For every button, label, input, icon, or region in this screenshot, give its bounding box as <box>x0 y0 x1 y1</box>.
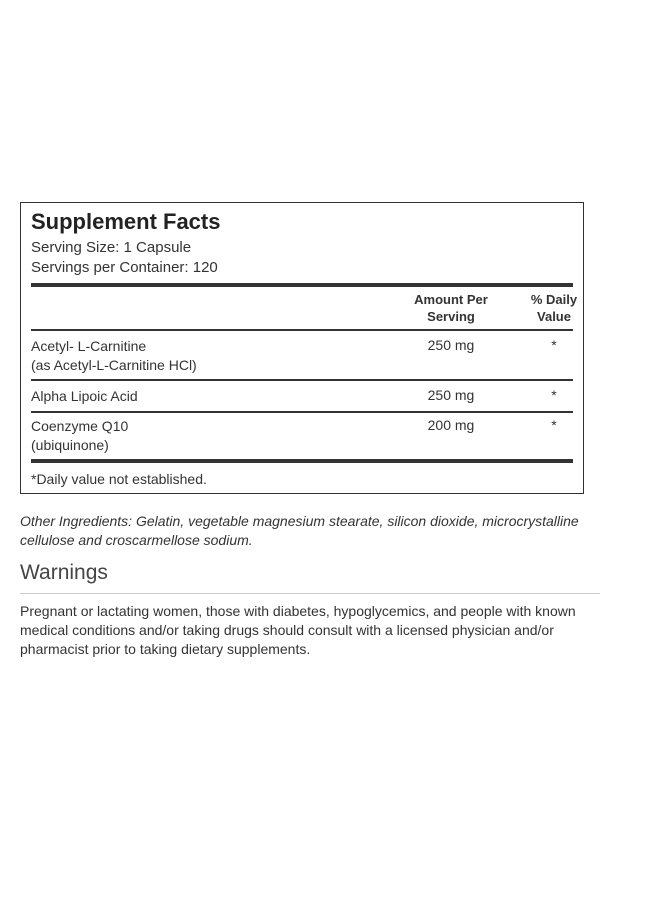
ingredient-daily-value: * <box>551 417 557 433</box>
warnings-heading: Warnings <box>20 561 108 584</box>
ingredient-amount: 250 mg <box>427 337 475 353</box>
row-divider <box>31 379 573 381</box>
servings-per-container: Servings per Container: 120 <box>31 259 218 276</box>
thick-divider <box>31 283 573 287</box>
ingredient-daily-value: * <box>551 337 557 353</box>
other-ingredients: Other Ingredients: Gelatin, vegetable magnesium stearate, silicon dioxide, microcrystalline cellulose and croscarmellose sodium. <box>20 513 579 548</box>
ingredient-name: Alpha Lipoic Acid <box>31 388 138 404</box>
ingredient-amount: 200 mg <box>427 417 475 433</box>
ingredient-name-line2: (as Acetyl-L-Carnitine HCl) <box>31 357 197 373</box>
ingredient-name <box>31 417 128 455</box>
ingredient-name <box>31 337 197 375</box>
header-divider <box>31 329 573 331</box>
row-divider <box>31 411 573 413</box>
daily-header-line1: % Daily <box>530 292 578 307</box>
supplement-facts-panel <box>20 202 584 494</box>
amount-header-line2: Serving <box>427 309 475 324</box>
ingredient-name-line1: Acetyl- L-Carnitine <box>31 338 147 354</box>
amount-header-line1: Amount Per <box>414 292 488 307</box>
thick-divider <box>31 459 573 463</box>
warnings-text: Pregnant or lactating women, those with diabetes, hypoglycemics, and people with known medical conditions and/or taking drugs should consult with a licensed physician and/or pharmacist prior to taking dietary supplements. <box>20 603 576 657</box>
daily-header-line2: Value <box>537 309 571 324</box>
warnings-divider <box>20 593 600 594</box>
ingredient-name-line2: (ubiquinone) <box>31 437 109 453</box>
daily-value-header <box>529 291 579 325</box>
facts-title: Supplement Facts <box>31 209 221 234</box>
daily-value-footnote: *Daily value not established. <box>31 471 207 487</box>
ingredient-amount: 250 mg <box>427 387 475 403</box>
amount-per-serving-header <box>391 291 511 325</box>
serving-size: Serving Size: 1 Capsule <box>31 239 192 256</box>
ingredient-daily-value: * <box>551 387 557 403</box>
ingredient-name-line1: Coenzyme Q10 <box>31 418 129 434</box>
